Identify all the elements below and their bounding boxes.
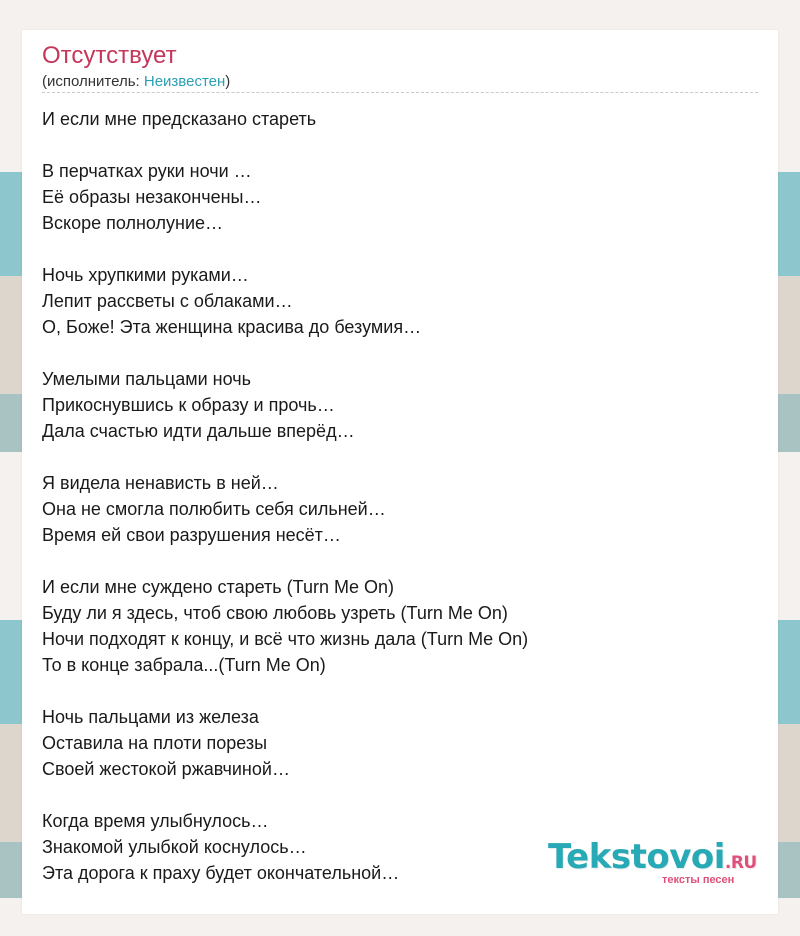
verse <box>42 470 758 548</box>
lyric-line: И если мне предсказано стареть <box>42 109 317 129</box>
lyric-line: Умелыми пальцами ночь <box>42 369 251 389</box>
lyrics-card <box>22 30 778 914</box>
logo-tld: .RU <box>724 853 757 873</box>
lyric-line: Она не смогла полюбить себя сильней… <box>42 499 386 519</box>
lyrics-body <box>42 106 758 912</box>
verse <box>42 366 758 444</box>
lyric-line: Своей жестокой ржавчиной… <box>42 759 290 779</box>
lyric-line: То в конце забрала...(Turn Me On) <box>42 655 326 675</box>
byline-suffix: ) <box>225 73 231 90</box>
lyric-line: Дала счастью идти дальше вперёд… <box>42 421 355 441</box>
lyric-line: Ночь хрупкими руками… <box>42 265 249 285</box>
header-divider <box>42 92 758 93</box>
verse <box>42 158 758 236</box>
lyric-line: Лепит рассветы с облаками… <box>42 291 293 311</box>
lyric-line: Знакомой улыбкой коснулось… <box>42 837 307 857</box>
logo-tagline: тексты песен <box>662 874 735 886</box>
lyric-line: Время ей свои разрушения несёт… <box>42 525 341 545</box>
verse <box>42 262 758 340</box>
lyric-line: Ночь пальцами из железа <box>42 707 259 727</box>
lyric-line: Прикоснувшись к образу и прочь… <box>42 395 335 415</box>
lyric-line: Эта дорога к праху будет окончательной… <box>42 863 400 883</box>
lyric-line: Её образы незакончены… <box>42 187 262 207</box>
byline-prefix: (исполнитель: <box>42 73 144 90</box>
lyric-line: Я видела ненависть в ней… <box>42 473 279 493</box>
artist-link[interactable]: Неизвестен <box>143 73 226 90</box>
lyric-line: Буду ли я здесь, чтоб свою любовь узреть (Turn Me On) <box>42 603 508 623</box>
site-logo[interactable] <box>548 837 757 886</box>
lyric-line: И если мне суждено стареть (Turn Me On) <box>42 577 394 597</box>
song-title: Отсутствует <box>42 42 177 69</box>
lyric-line: В перчатках руки ночи … <box>42 161 252 181</box>
lyric-line: Ночи подходят к концу, и всё что жизнь дала (Turn Me On) <box>42 629 529 649</box>
verse <box>42 704 758 782</box>
verse <box>42 106 758 132</box>
verse <box>42 574 758 678</box>
artist-byline <box>42 73 230 90</box>
lyric-line: Оставила на плоти порезы <box>42 733 268 753</box>
lyric-line: Вскоре полнолуние… <box>42 213 224 233</box>
lyric-line: Когда время улыбнулось… <box>42 811 269 831</box>
logo-name: Tekstovoi <box>548 837 725 877</box>
lyric-line: О, Боже! Эта женщина красива до безумия… <box>42 317 422 337</box>
